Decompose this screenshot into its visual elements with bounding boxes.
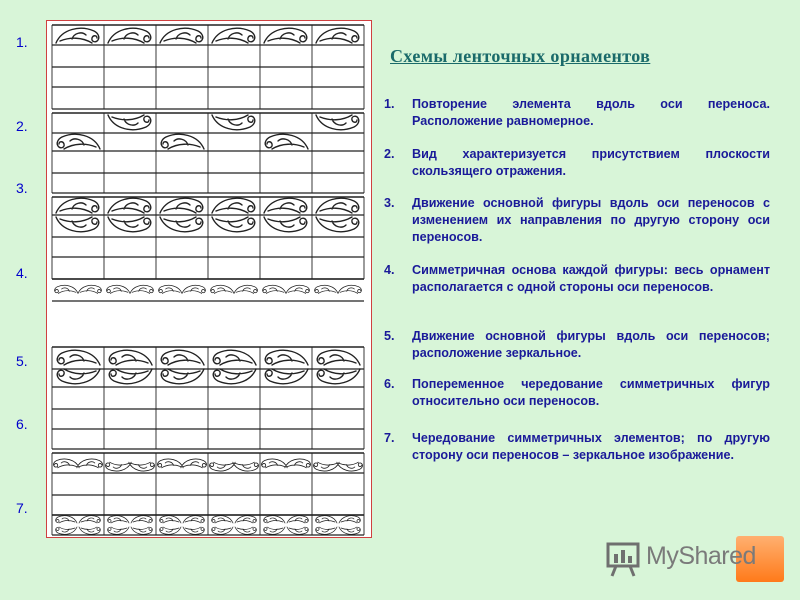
description-item-5 xyxy=(384,328,770,362)
description-item-3 xyxy=(384,195,770,246)
description-item-2 xyxy=(384,146,770,180)
description-item-1 xyxy=(384,96,770,130)
item-number: 3. xyxy=(384,196,395,210)
item-number: 6. xyxy=(384,377,395,391)
row-label-6: 6. xyxy=(16,416,28,432)
ornament-drawing xyxy=(47,21,371,537)
item-text: Попеременное чередование симметричных фигур относительно оси переносов. xyxy=(412,377,770,408)
item-number: 5. xyxy=(384,329,395,343)
item-text: Движение основной фигуры вдоль оси переносов с изменением их направления по другую сторону оси переносов. xyxy=(412,196,770,244)
row-label-3: 3. xyxy=(16,180,28,196)
row-label-1: 1. xyxy=(16,34,28,50)
item-text: Чередование симметричных элементов; по другую сторону оси переносов – зеркальное изображение. xyxy=(412,431,770,462)
row-label-4: 4. xyxy=(16,265,28,281)
row-label-7: 7. xyxy=(16,500,28,516)
description-item-6 xyxy=(384,376,770,410)
description-item-7 xyxy=(384,430,770,464)
row-label-5: 5. xyxy=(16,353,28,369)
item-text: Симметричная основа каждой фигуры: весь орнамент располагается с одной стороны оси переносов. xyxy=(412,263,770,294)
ornament-schemes-sheet xyxy=(46,20,372,538)
presentation-board-icon xyxy=(604,540,644,580)
item-number: 2. xyxy=(384,147,395,161)
item-text: Вид характеризуется присутствием плоскости скользящего отражения. xyxy=(412,147,770,178)
description-item-4 xyxy=(384,262,770,296)
myshared-logo xyxy=(604,536,784,582)
row-label-2: 2. xyxy=(16,118,28,134)
item-number: 4. xyxy=(384,263,395,277)
page-title: Схемы ленточных орнаментов xyxy=(390,46,651,66)
logo-brand-text: MyShared xyxy=(646,542,756,570)
item-text: Повторение элемента вдоль оси переноса. Расположение равномерное. xyxy=(412,97,770,128)
item-number: 7. xyxy=(384,431,395,445)
item-number: 1. xyxy=(384,97,395,111)
item-text: Движение основной фигуры вдоль оси переносов; расположение зеркальное. xyxy=(412,329,770,360)
